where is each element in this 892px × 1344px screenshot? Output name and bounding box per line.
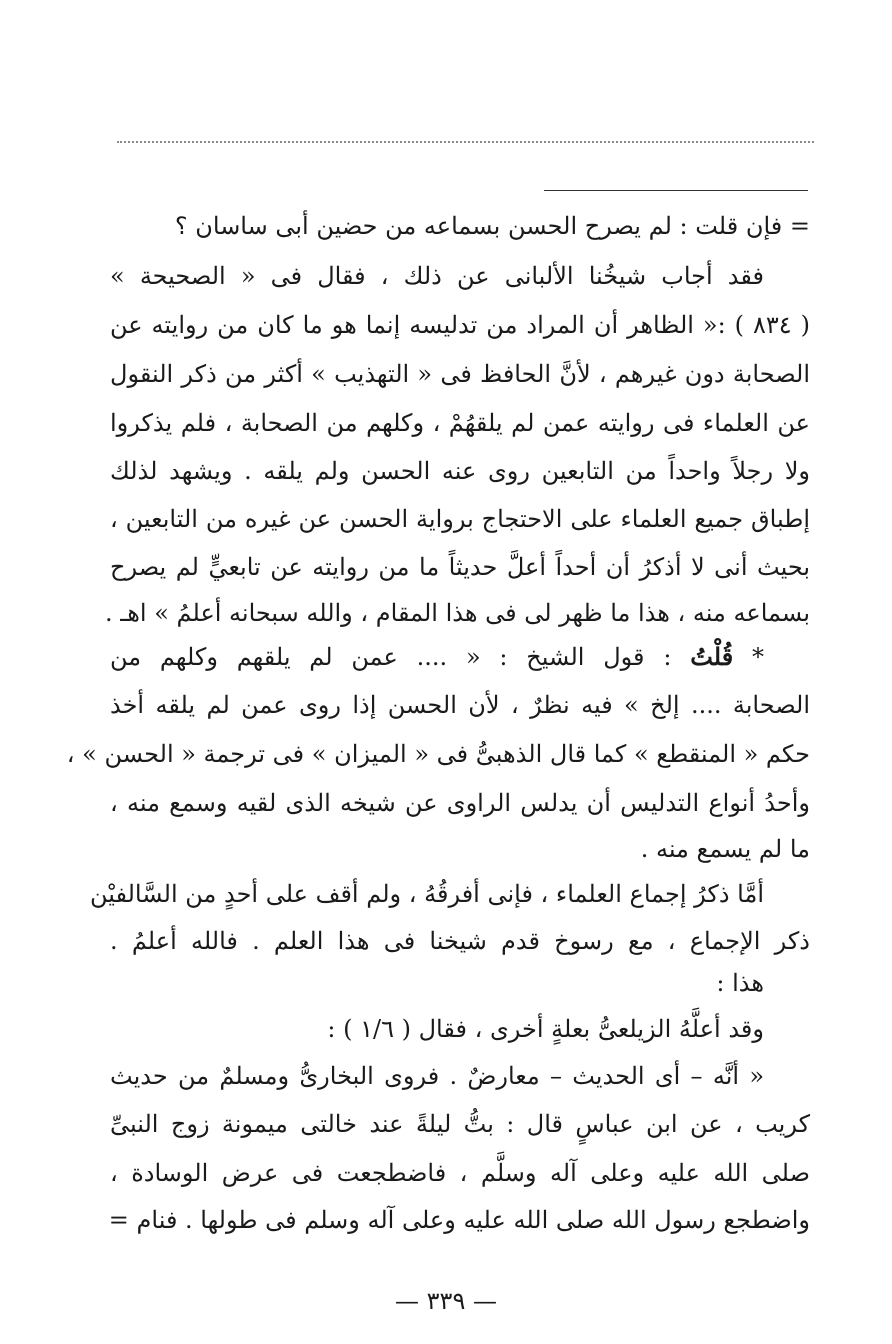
text-line: صلى الله عليه وعلى آله وسلَّم ، فاضطجعت فى عرض الوسادة ، xyxy=(110,1159,810,1187)
text-line: إطباق جميع العلماء على الاحتجاج برواية الحسن عن غيره من التابعين ، xyxy=(110,505,810,533)
text-line: « أنَّه – أى الحديث – معارضٌ . فروى البخارىُّ ومسلمٌ من حديث xyxy=(110,1062,764,1090)
text-line: كريب ، عن ابن عباسٍ قال : بتُّ ليلةً عند خالتى ميمونة زوج النبىِّ xyxy=(110,1110,810,1138)
qult-rest: : قول الشيخ : « .... عمن لم يلقهم وكلهم من xyxy=(110,643,672,671)
text-line: واضطجع رسول الله صلى الله عليه وعلى آله وسلم فى طولها . فنام = xyxy=(108,1206,810,1234)
text-line: ( ٨٣٤ ) :« الظاهر أن المراد من تدليسه إنما هو ما كان من روايته عن xyxy=(110,311,810,339)
text-line: الصحابة .... إلخ » فيه نظرٌ ، لأن الحسن إذا روى عمن لم يلقه أخذ xyxy=(110,691,810,719)
text-line: عن العلماء فى روايته عمن لم يلقهُمْ ، وكلهم من الصحابة ، فلم يذكروا xyxy=(110,409,810,437)
text-line: وقد أعلَّهُ الزيلعىُّ بعلةٍ أخرى ، فقال ( ١/٦ ) : xyxy=(327,1015,764,1043)
text-line: ذكر الإجماع ، مع رسوخ قدم شيخنا فى هذا العلم . فالله أعلمُ . xyxy=(110,927,810,955)
text-line: ولا رجلاً واحداً من التابعين روى عنه الحسن ولم يلقه . ويشهد لذلك xyxy=(110,457,810,485)
text-line: الصحابة دون غيرهم ، لأنَّ الحافظ فى « التهذيب » أكثر من ذكر النقول xyxy=(110,360,810,388)
page-header-dotted-rule xyxy=(117,141,814,143)
text-line: هذا : xyxy=(716,969,764,997)
text-line: بحيث أنى لا أذكرُ أن أحداً أعلَّ حديثاً ما من روايته عن تابعيٍّ لم يصرح xyxy=(110,553,810,581)
text-line: أمَّا ذكرُ إجماع العلماء ، فإنى أفرقُهُ ، ولم أقف على أحدٍ من السَّالفيْن xyxy=(89,880,764,908)
qult-word: قُلْتُ xyxy=(690,642,734,671)
page-number: — ٣٣٩ — xyxy=(395,1287,497,1315)
text-line: فقد أجاب شيخُنا الألبانى عن ذلك ، فقال فى « الصحيحة » xyxy=(110,262,764,290)
asterisk-marker: * xyxy=(751,643,764,671)
text-line: ما لم يسمع منه . xyxy=(640,835,810,863)
text-line: وأحدُ أنواع التدليس أن يدلس الراوى عن شيخه الذى لقيه وسمع منه ، xyxy=(110,789,810,817)
footnote-separator-rule xyxy=(544,190,808,191)
qult-line xyxy=(110,640,764,674)
text-line: بسماعه منه ، هذا ما ظهر لى فى هذا المقام ، والله سبحانه أعلمُ » اهـ . xyxy=(104,599,810,627)
text-line: = فإن قلت : لم يصرح الحسن بسماعه من حضين أبى ساسان ؟ xyxy=(174,212,810,240)
text-line: حكم « المنقطع » كما قال الذهبىُّ فى « الميزان » فى ترجمة « الحسن » ، xyxy=(66,740,810,768)
